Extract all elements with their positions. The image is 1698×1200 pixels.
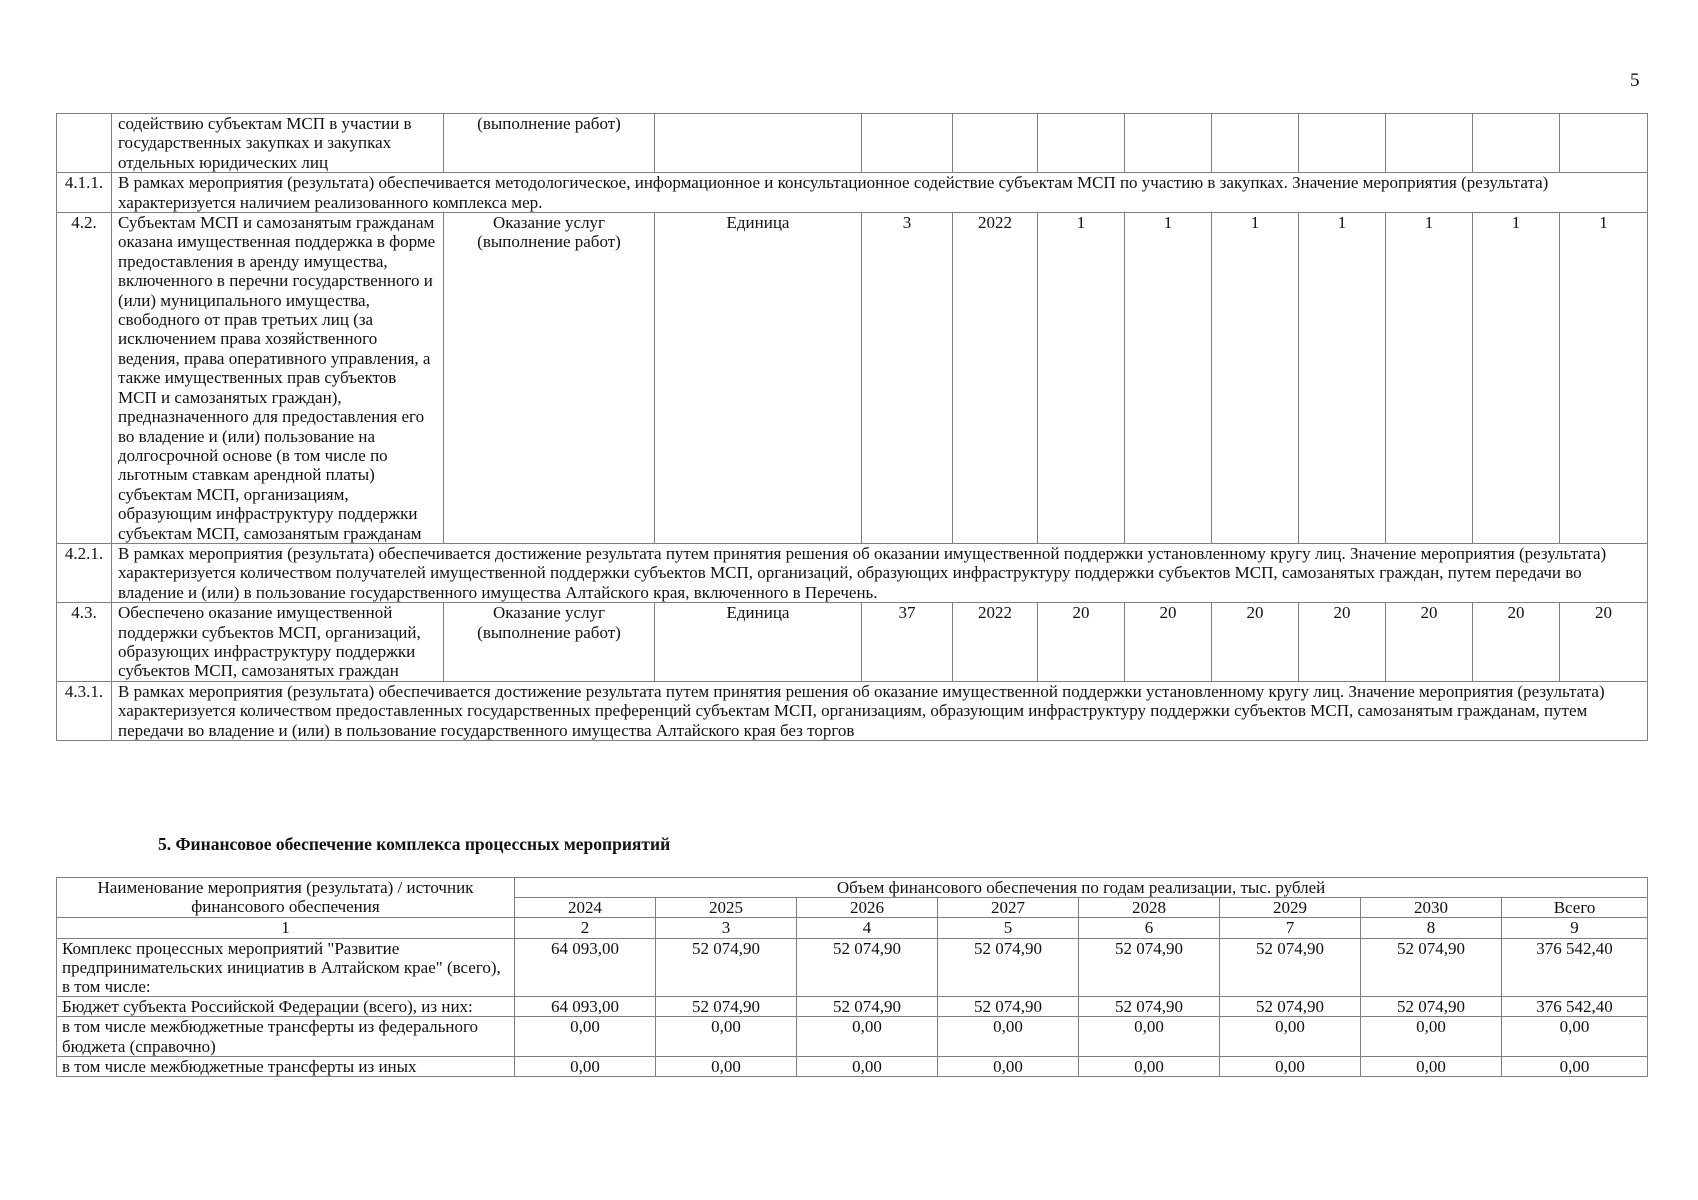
base-value: 3 [862, 213, 953, 544]
row-number: 4.2.1. [57, 543, 112, 602]
note-text: В рамках мероприятия (результата) обеспечивается достижение результата путем принятия решения об оказание имущественной поддержки установленному кругу лиц. Значение мероприятия (результата) характеризуется количеством предоставленных государственных преференций субъектам МСП, организациям, образующим инфраструктуру поддержки субъектов МСП, самозанятым гражданам, путем передачи во владение и (или) в пользование государственного имущества Алтайского края без торгов [112, 681, 1648, 740]
finance-value: 52 074,90 [797, 997, 938, 1017]
year-header: 2025 [656, 898, 797, 918]
finance-value: 0,00 [797, 1056, 938, 1076]
row-number: 4.3.1. [57, 681, 112, 740]
finance-value: 64 093,00 [515, 938, 656, 997]
finance-name-header: Наименование мероприятия (результата) / источник финансового обеспечения [57, 878, 515, 918]
finance-value: 0,00 [656, 1017, 797, 1056]
row-number: 4.3. [57, 603, 112, 682]
column-number: 2 [515, 918, 656, 938]
finance-value: 64 093,00 [515, 997, 656, 1017]
year-value: 20 [1560, 603, 1648, 682]
base-value: 37 [862, 603, 953, 682]
base-year: 2022 [953, 213, 1038, 544]
column-number: 7 [1220, 918, 1361, 938]
year-value: 1 [1560, 213, 1648, 544]
year-value: 20 [1038, 603, 1125, 682]
row-number: 4.2. [57, 213, 112, 544]
finance-value: 0,00 [1079, 1056, 1220, 1076]
finance-value: 52 074,90 [1079, 997, 1220, 1017]
page-number: 5 [1630, 70, 1640, 91]
finance-value: 0,00 [938, 1056, 1079, 1076]
year-value: 1 [1038, 213, 1125, 544]
column-number: 1 [57, 918, 515, 938]
finance-group-header: Объем финансового обеспечения по годам реализации, тыс. рублей [515, 878, 1648, 898]
finance-value: 0,00 [797, 1017, 938, 1056]
note-row [57, 681, 1648, 740]
finance-value: 52 074,90 [797, 938, 938, 997]
finance-value: 0,00 [515, 1017, 656, 1056]
column-number: 8 [1361, 918, 1502, 938]
finance-column-numbers-row [57, 918, 1648, 938]
unit [655, 114, 862, 173]
finance-value: 52 074,90 [938, 938, 1079, 997]
result-kind: Оказание услуг (выполнение работ) [444, 213, 655, 544]
finance-value: 52 074,90 [656, 938, 797, 997]
year-value: 20 [1125, 603, 1212, 682]
result-name: Обеспечено оказание имущественной поддержки субъектов МСП, организаций, образующих инфраструктуру поддержки субъектов МСП, самозанятых граждан [112, 603, 444, 682]
finance-value: 0,00 [1220, 1017, 1361, 1056]
finance-value: 52 074,90 [1361, 938, 1502, 997]
finance-value: 52 074,90 [1220, 938, 1361, 997]
finance-value: 52 074,90 [1079, 938, 1220, 997]
results-table [56, 113, 1648, 741]
finance-value: 0,00 [1079, 1017, 1220, 1056]
note-row [57, 173, 1648, 213]
year-value [1212, 114, 1299, 173]
finance-value: 0,00 [938, 1017, 1079, 1056]
year-header: 2028 [1079, 898, 1220, 918]
year-value: 20 [1386, 603, 1473, 682]
unit: Единица [655, 213, 862, 544]
finance-value: 52 074,90 [938, 997, 1079, 1017]
year-value [1299, 114, 1386, 173]
finance-value: 52 074,90 [1361, 997, 1502, 1017]
year-value: 20 [1299, 603, 1386, 682]
base-year: 2022 [953, 603, 1038, 682]
finance-header-row [57, 878, 1648, 898]
result-row [57, 213, 1648, 544]
section-title: 5. Финансовое обеспечение комплекса процессных мероприятий [158, 834, 671, 854]
note-row [57, 543, 1648, 602]
result-row [57, 114, 1648, 173]
finance-value: 0,00 [656, 1056, 797, 1076]
finance-source-name: Бюджет субъекта Российской Федерации (всего), из них: [57, 997, 515, 1017]
finance-table [56, 877, 1648, 1077]
finance-row [57, 1017, 1648, 1056]
year-value: 1 [1473, 213, 1560, 544]
year-value [1386, 114, 1473, 173]
column-number: 5 [938, 918, 1079, 938]
year-value: 20 [1473, 603, 1560, 682]
note-text: В рамках мероприятия (результата) обеспечивается методологическое, информационное и консультационное содействие субъектам МСП по участию в закупках. Значение мероприятия (результата) характеризуется наличием реализованного комплекса мер. [112, 173, 1648, 213]
year-header: 2027 [938, 898, 1079, 918]
finance-value: 52 074,90 [1220, 997, 1361, 1017]
year-header: 2024 [515, 898, 656, 918]
year-value: 1 [1125, 213, 1212, 544]
column-number: 9 [1502, 918, 1648, 938]
year-value: 1 [1386, 213, 1473, 544]
unit: Единица [655, 603, 862, 682]
year-header: Всего [1502, 898, 1648, 918]
finance-row [57, 938, 1648, 997]
result-kind: (выполнение работ) [444, 114, 655, 173]
column-number: 6 [1079, 918, 1220, 938]
finance-value: 376 542,40 [1502, 997, 1648, 1017]
year-value: 20 [1212, 603, 1299, 682]
year-header: 2030 [1361, 898, 1502, 918]
column-number: 3 [656, 918, 797, 938]
base-value [862, 114, 953, 173]
finance-source-name: в том числе межбюджетные трансферты из федерального бюджета (справочно) [57, 1017, 515, 1056]
finance-value: 0,00 [1361, 1017, 1502, 1056]
row-number [57, 114, 112, 173]
finance-value: 0,00 [1502, 1017, 1648, 1056]
year-value [1473, 114, 1560, 173]
finance-value: 0,00 [1361, 1056, 1502, 1076]
finance-row [57, 1056, 1648, 1076]
note-text: В рамках мероприятия (результата) обеспечивается достижение результата путем принятия решения об оказании имущественной поддержки установленному кругу лиц. Значение мероприятия (результата) характеризуется количеством получателей имущественной поддержки субъектов МСП, организаций, образующих инфраструктуру поддержки субъектов МСП, самозанятых граждан, путем передачи во владение и (или) в пользование государственного имущества Алтайского края, включенного в Перечень. [112, 543, 1648, 602]
year-value [1560, 114, 1648, 173]
finance-source-name: в том числе межбюджетные трансферты из иных [57, 1056, 515, 1076]
year-header: 2029 [1220, 898, 1361, 918]
finance-value: 0,00 [515, 1056, 656, 1076]
result-kind: Оказание услуг (выполнение работ) [444, 603, 655, 682]
finance-source-name: Комплекс процессных мероприятий "Развитие предпринимательских инициатив в Алтайском крае" (всего), в том числе: [57, 938, 515, 997]
base-year [953, 114, 1038, 173]
column-number: 4 [797, 918, 938, 938]
year-value: 1 [1212, 213, 1299, 544]
year-value [1125, 114, 1212, 173]
row-number: 4.1.1. [57, 173, 112, 213]
finance-value: 0,00 [1502, 1056, 1648, 1076]
result-name: содействию субъектам МСП в участии в государственных закупках и закупках отдельных юридических лиц [112, 114, 444, 173]
year-value [1038, 114, 1125, 173]
finance-value: 376 542,40 [1502, 938, 1648, 997]
result-row [57, 603, 1648, 682]
finance-value: 52 074,90 [656, 997, 797, 1017]
finance-value: 0,00 [1220, 1056, 1361, 1076]
year-value: 1 [1299, 213, 1386, 544]
result-name: Субъектам МСП и самозанятым гражданам оказана имущественная поддержка в форме предоставления в аренду имущества, включенного в перечни государственного и (или) муниципального имущества, свободного от прав третьих лиц (за исключением права хозяйственного ведения, права оперативного управления, а также имущественных прав субъектов МСП и самозанятых граждан), предназначенного для предоставления его во владение и (или) пользование на долгосрочной основе (в том числе по льготным ставкам арендной платы) субъектам МСП, организациям, образующим инфраструктуру поддержки субъектам МСП, самозанятым гражданам [112, 213, 444, 544]
year-header: 2026 [797, 898, 938, 918]
finance-row [57, 997, 1648, 1017]
